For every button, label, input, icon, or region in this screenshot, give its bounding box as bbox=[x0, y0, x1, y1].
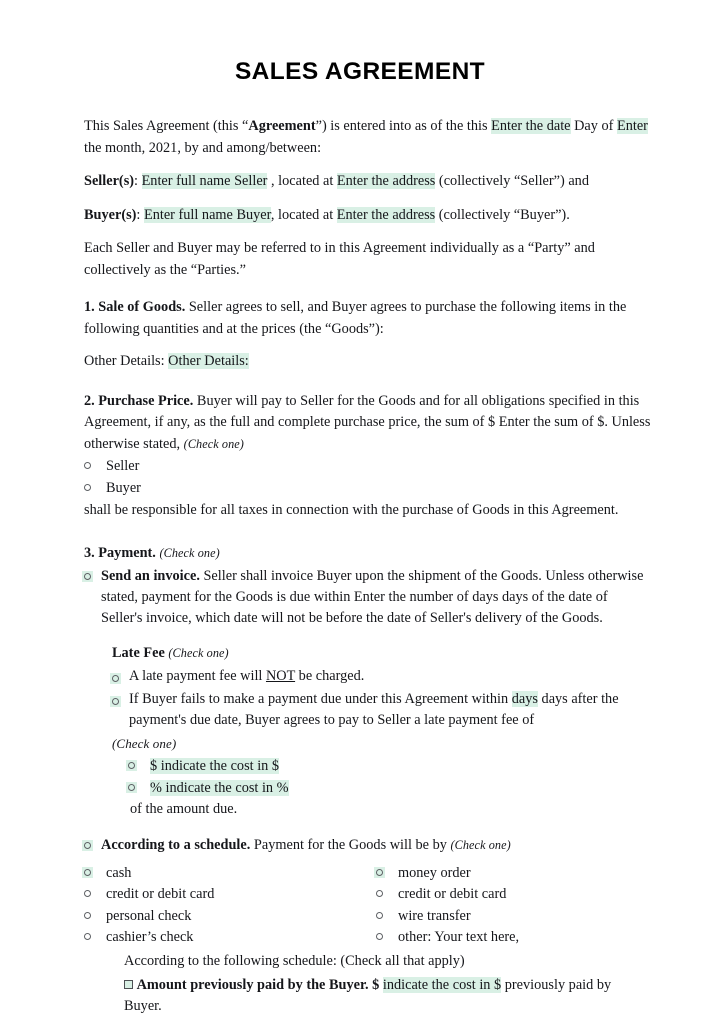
amount-paid-tail: previously paid by Buyer. bbox=[124, 976, 612, 1014]
radio-circle-icon[interactable] bbox=[376, 933, 383, 940]
page-title: SALES AGREEMENT bbox=[234, 58, 486, 85]
payment-method-cashiers-check[interactable] bbox=[84, 927, 360, 948]
payment-method-other[interactable] bbox=[376, 927, 652, 948]
intro-paragraph bbox=[84, 116, 652, 159]
amount-paid-field[interactable]: indicate the cost in $ bbox=[382, 976, 502, 993]
buyer-mid-text: , located at bbox=[270, 206, 337, 223]
payment-methods-left-column bbox=[84, 863, 360, 949]
buyer-paragraph bbox=[84, 205, 652, 227]
cost-dollar-option[interactable] bbox=[128, 756, 652, 777]
option-buyer-label: Buyer bbox=[106, 479, 141, 496]
payment-method-credit-debit-left[interactable] bbox=[84, 884, 360, 905]
section-1-heading: 1. Sale of Goods. bbox=[84, 299, 186, 315]
radio-circle-icon[interactable] bbox=[82, 840, 93, 851]
radio-circle-icon[interactable] bbox=[84, 462, 91, 469]
schedule-check-one: (Check one) bbox=[450, 837, 511, 852]
checkbox-icon[interactable] bbox=[124, 980, 133, 989]
radio-circle-icon[interactable] bbox=[82, 571, 93, 582]
payment-method-credit-debit-right[interactable] bbox=[376, 884, 652, 905]
of-amount-due-text: of the amount due. bbox=[130, 801, 238, 817]
buyer-name-field[interactable]: Enter full name Buyer bbox=[143, 206, 271, 223]
other-details-label: Other Details: bbox=[84, 353, 169, 369]
late-fee-charged-text-a: If Buyer fails to make a payment due under this Agreement within bbox=[129, 690, 512, 707]
buyer-label: Buyer(s) bbox=[84, 206, 137, 223]
late-fee-option-none[interactable] bbox=[112, 666, 652, 687]
according-to-schedule-option[interactable] bbox=[84, 835, 652, 856]
radio-circle-icon[interactable] bbox=[376, 890, 383, 897]
other-details-line bbox=[84, 351, 652, 373]
seller-tail-text: (collectively “Seller”) and bbox=[435, 173, 589, 189]
section-1-paragraph bbox=[84, 297, 652, 340]
radio-circle-icon[interactable] bbox=[110, 696, 121, 707]
section-2-body: Buyer will pay to Seller for the Goods and for all obligations specified in this Agreement, if any, as the full and complete purchase price, the sum of $ Enter the sum of $. Unless otherwise stated, bbox=[84, 392, 651, 452]
payment-method-label: money order bbox=[398, 864, 471, 881]
payment-method-money-order[interactable] bbox=[376, 863, 652, 884]
parties-paragraph: Each Seller and Buyer may be referred to in this Agreement individually as a “Party” and collectively as the “Parties.” bbox=[84, 240, 595, 278]
intro-text-e: the month, 2021, by and among/between: bbox=[84, 139, 322, 156]
section-2-check-one: (Check one) bbox=[183, 436, 244, 451]
cost-dollar-field[interactable]: $ indicate the cost in $ bbox=[150, 758, 280, 774]
buyer-tail-text: (collectively “Buyer”). bbox=[435, 206, 570, 223]
payment-method-personal-check[interactable] bbox=[84, 906, 360, 927]
section-1-body: Seller agrees to sell, and Buyer agrees to purchase the following items in the following quantities and at the prices (the “Goods”): bbox=[84, 299, 627, 337]
option-seller-label: Seller bbox=[106, 458, 140, 474]
payment-method-label: credit or debit card bbox=[106, 886, 215, 902]
seller-paragraph bbox=[84, 171, 652, 193]
radio-circle-icon[interactable] bbox=[110, 673, 121, 684]
schedule-body: Payment for the Goods will be by bbox=[250, 836, 451, 853]
payment-method-label: wire transfer bbox=[398, 907, 471, 924]
payment-method-label: other: Your text here, bbox=[398, 929, 520, 945]
radio-circle-icon[interactable] bbox=[374, 867, 385, 878]
radio-circle-icon[interactable] bbox=[126, 760, 137, 771]
payment-methods-columns bbox=[84, 863, 652, 949]
radio-circle-icon[interactable] bbox=[84, 484, 91, 491]
radio-circle-icon[interactable] bbox=[126, 782, 137, 793]
month-fill-field[interactable]: Enter bbox=[616, 118, 648, 134]
send-invoice-body: Seller shall invoice Buyer upon the shipment of the Goods. Unless otherwise stated, payment for the Goods is due within Enter the number of days days of the date of Seller's invoice, which date will not be before the date of Seller's delivery of the Goods. bbox=[101, 568, 644, 626]
late-fee-cost-options bbox=[128, 756, 652, 798]
section-3-heading: 3. Payment. bbox=[84, 544, 156, 561]
radio-circle-icon[interactable] bbox=[84, 912, 91, 919]
late-fee-check-one: (Check one) bbox=[168, 646, 229, 660]
radio-circle-icon[interactable] bbox=[376, 912, 383, 919]
late-fee-sub-check-one: (Check one) bbox=[112, 735, 177, 751]
cost-percent-field[interactable]: % indicate the cost in % bbox=[150, 779, 289, 796]
section-3-check-one: (Check one) bbox=[159, 545, 220, 560]
late-fee-heading-line bbox=[112, 643, 652, 665]
other-details-field[interactable]: Other Details: bbox=[168, 353, 249, 369]
late-fee-block bbox=[112, 643, 652, 821]
buyer-address-field[interactable]: Enter the address bbox=[336, 206, 436, 223]
section-2-options bbox=[84, 456, 652, 498]
amount-previously-paid-line bbox=[124, 975, 652, 1017]
payment-method-label: cash bbox=[106, 864, 132, 881]
late-fee-none-text-a: A late payment fee will bbox=[129, 667, 266, 684]
seller-label: Seller(s) bbox=[84, 173, 135, 189]
section-2-heading: 2. Purchase Price. bbox=[84, 392, 194, 409]
payment-method-label: personal check bbox=[106, 907, 192, 924]
late-fee-heading: Late Fee bbox=[112, 645, 165, 661]
payment-methods-right-list bbox=[376, 863, 652, 948]
date-fill-field[interactable]: Enter the date bbox=[491, 118, 571, 134]
radio-circle-icon[interactable] bbox=[84, 890, 91, 897]
intro-text-c: ”) is entered into as of the this bbox=[315, 118, 492, 134]
radio-circle-icon[interactable] bbox=[84, 933, 91, 940]
late-fee-option-charged[interactable] bbox=[112, 689, 652, 731]
seller-address-field[interactable]: Enter the address bbox=[336, 173, 436, 189]
payment-methods-left-list bbox=[84, 863, 360, 948]
send-invoice-label: Send an invoice. bbox=[101, 568, 200, 584]
option-seller[interactable] bbox=[84, 456, 652, 477]
intro-text-d: Day of bbox=[570, 118, 617, 134]
seller-mid-text: , located at bbox=[267, 173, 337, 189]
option-buyer[interactable] bbox=[84, 478, 652, 499]
section-2-paragraph bbox=[84, 391, 652, 456]
send-invoice-option[interactable] bbox=[84, 566, 652, 629]
following-schedule-text: According to the following schedule: (Check all that apply) bbox=[124, 952, 465, 969]
schedule-label: According to a schedule. bbox=[101, 836, 251, 853]
cost-percent-option[interactable] bbox=[128, 778, 652, 799]
section-2-closing: shall be responsible for all taxes in connection with the purchase of Goods in this Agreement. bbox=[84, 502, 619, 518]
seller-colon: : bbox=[134, 173, 142, 189]
late-fee-days-field[interactable]: days bbox=[511, 690, 538, 707]
seller-name-field[interactable]: Enter full name Seller bbox=[141, 173, 268, 189]
payment-method-label: credit or debit card bbox=[398, 886, 507, 902]
payment-method-wire-transfer[interactable] bbox=[376, 906, 652, 927]
late-fee-charged-text-b: days after the payment's due date, Buyer agrees to pay to Seller a late payment fee of bbox=[129, 690, 619, 728]
intro-text-a: This Sales Agreement (this “ bbox=[84, 118, 249, 134]
payment-method-cash[interactable] bbox=[84, 863, 360, 884]
payment-methods-right-column bbox=[360, 863, 652, 949]
late-fee-not-word: NOT bbox=[265, 667, 296, 684]
amount-paid-label: Amount previously paid by the Buyer. $ bbox=[136, 976, 383, 993]
section-3-heading-line bbox=[84, 543, 652, 565]
payment-method-label: cashier’s check bbox=[106, 929, 194, 945]
buyer-colon: : bbox=[136, 206, 144, 223]
radio-circle-icon[interactable] bbox=[82, 867, 93, 878]
agreement-term: Agreement bbox=[248, 118, 316, 134]
late-fee-none-text-b: be charged. bbox=[295, 667, 365, 684]
